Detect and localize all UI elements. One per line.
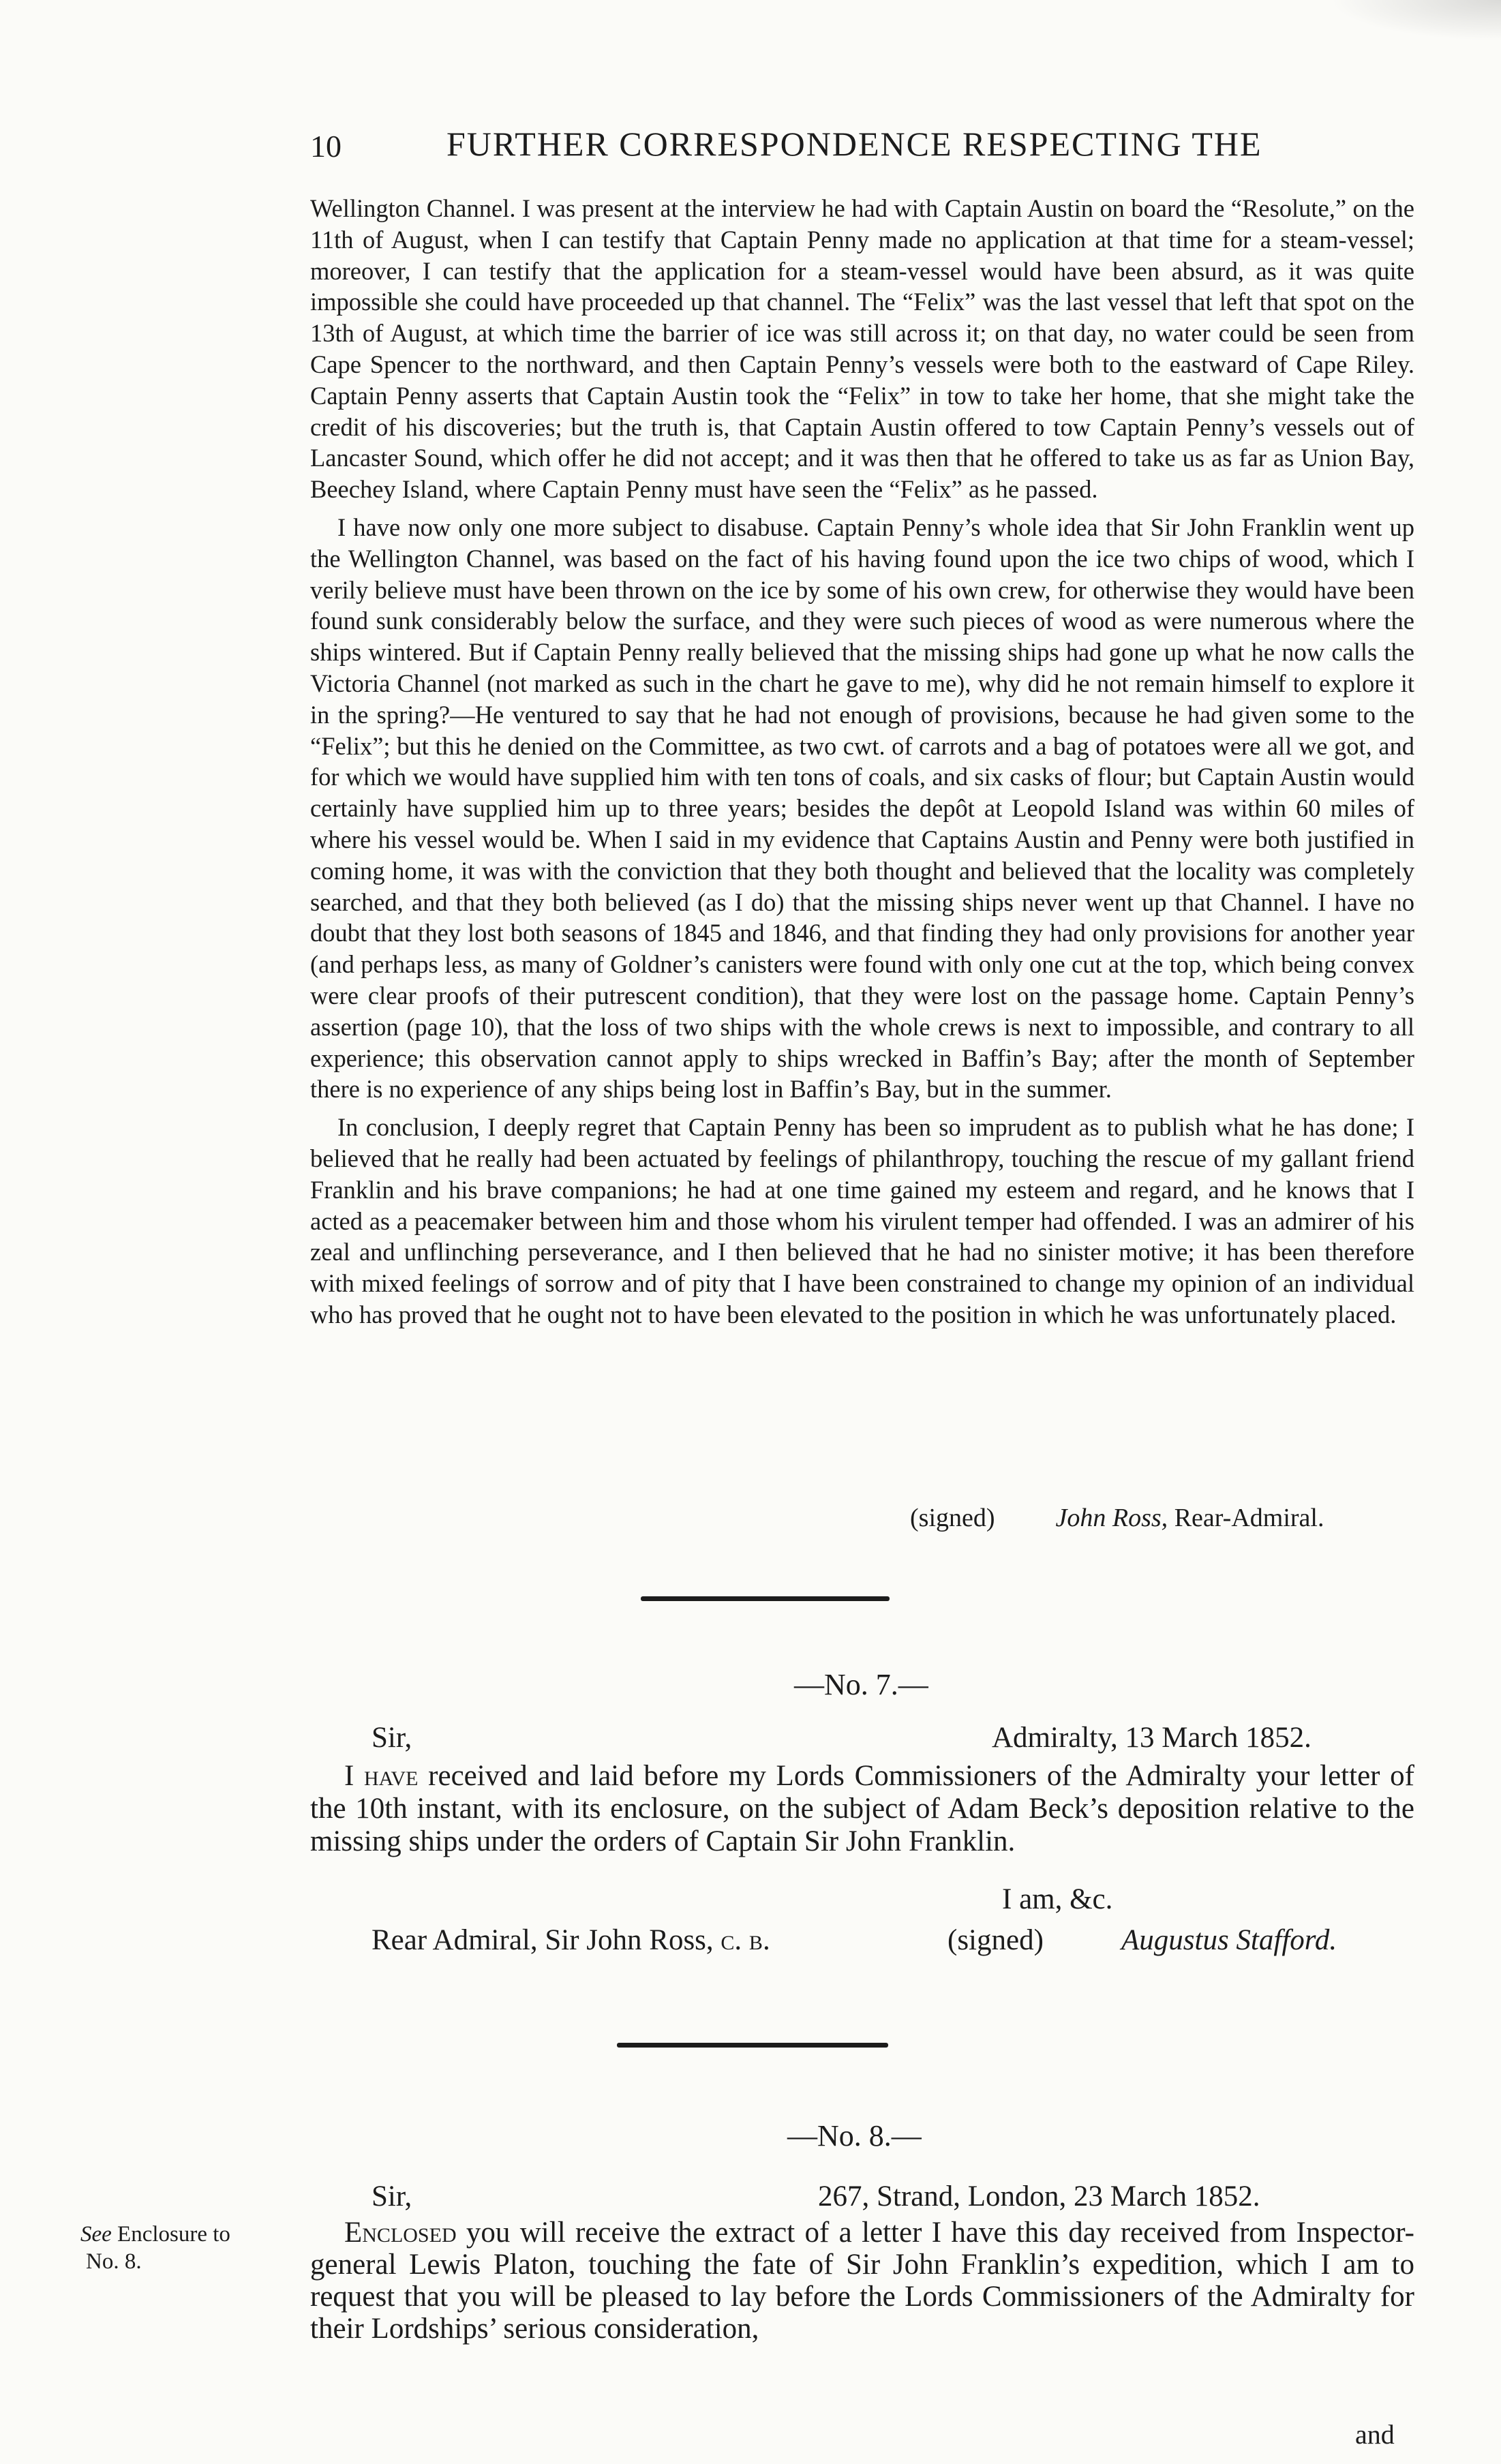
margin-note-see: See bbox=[80, 2222, 112, 2247]
ross-paragraph-3: In conclusion, I deeply regret that Captain Penny has been so imprudent as to publish what he has done; I believed that he really had been actuated by feelings of philanthropy, touching the rescue of my gallant friend Franklin and his brave companions; he had at one time gained my esteem and regard, and he knows that I acted as a peacemaker between him and those whom his virulent temper had offended. I was an admirer of his zeal and unflinching perseverance, and I then believed that he had no sinister motive; it has been therefore with mixed feelings of sorrow and of pity that I have been constrained to change my opinion of an individual who has proved that he ought not to have been elevated to the position in which he was unfortunately placed. bbox=[310, 1113, 1414, 1328]
section-rule-2 bbox=[617, 2043, 888, 2048]
catchword: and bbox=[1355, 2419, 1395, 2450]
letter-8-text: you will receive the extract of a letter I have this day received from Inspector-general Lewis Platon, touching the fate of Sir John Franklin’s expedition, which I am to request that you will be pleased to lay before the Lords Commissioners of the Admiralty for their Lordships’ serious consideration, bbox=[310, 2217, 1414, 2345]
letter-7-addressee-line bbox=[372, 1923, 770, 1957]
letter-7-body bbox=[310, 1760, 1414, 1858]
page-stain bbox=[1331, 0, 1501, 41]
letter-8-place-date: 267, Strand, London, 23 March 1852. bbox=[818, 2180, 1260, 2212]
letter-8-number: —No. 8.— bbox=[787, 2119, 922, 2153]
signature-rank: Rear-Admiral. bbox=[1168, 1504, 1324, 1532]
letter-7-addressee-suffix: c. b. bbox=[713, 1924, 770, 1956]
margin-note-enclosure: Enclosure to bbox=[111, 2222, 230, 2247]
section-rule bbox=[641, 1596, 890, 1601]
letter-7-signed-label: (signed) bbox=[947, 1924, 1044, 1956]
letter-8-opening-word: Enclosed bbox=[344, 2217, 457, 2249]
letter-7-place-date: Admiralty, 13 March 1852. bbox=[992, 1722, 1312, 1754]
letter-8-salutation: Sir, bbox=[372, 2180, 412, 2212]
letter-7-text: received and laid before my Lords Commissioners of the Admiralty your letter of the 10th instant, with its enclosure, on the subject of Adam Beck’s deposition relative to the missing ships under the orders of Captain Sir John Franklin. bbox=[310, 1760, 1414, 1857]
margin-note-number: No. 8. bbox=[86, 2249, 142, 2274]
letter-7-closing: I am, &c. bbox=[1002, 1883, 1113, 1915]
margin-note bbox=[80, 2221, 230, 2275]
letter-8-body bbox=[310, 2217, 1414, 2345]
running-title: FURTHER CORRESPONDENCE RESPECTING THE bbox=[446, 125, 1262, 163]
letter-7-number: —No. 7.— bbox=[794, 1668, 928, 1701]
ross-paragraph-2: I have now only one more subject to disabuse. Captain Penny’s whole idea that Sir John Franklin went up the Wellington Channel, was based on the fact of his having found upon the ice two chips of wood, which I verily believe must have been thrown on the ice by some of his own crew, for otherwise they would have been found sunk considerably below the surface, and they were such pieces of wood as were numerous where the ships wintered. But if Captain Penny really believed that the missing ships had gone up what he now calls the Victoria Channel (not marked as such in the chart he gave to me), why did he not remain himself to explore it in the spring?—He ventured to say that he had not enough of provisions, because he had given some to the “Felix”; but this he denied on the Committee, as two cwt. of carrots and a bag of potatoes were all we got, and for which we would have supplied him with ten tons of coals, and six casks of flour; but Captain Austin would certainly have supplied him up to three years; besides the depôt at Leopold Island was within 60 miles of where his vessel would be. When I said in my evidence that Captains Austin and Penny were both justified in coming home, it was with the conviction that they both thought and believed that the locality was completely searched, and that they both believed (as I do) that the missing ships never went up that Channel. I have no doubt that they lost both seasons of 1845 and 1846, and that finding they had only provisions for another year (and perhaps less, as many of Goldner’s canisters were found with only one cut at the top, which being convex were clear proofs of their putrescent condition), that they were lost on the passage home. Captain Penny’s assertion (page 10), that the loss of two ships with the whole crews is next to impossible, and contrary to all experience; this observation cannot apply to ships wrecked in Baffin’s Bay; after the month of September there is no experience of any ships being lost in Baffin’s Bay, but in the summer. bbox=[310, 513, 1414, 1104]
ross-signature-line bbox=[910, 1503, 1324, 1533]
ross-paragraph-1: Wellington Channel. I was present at the interview he had with Captain Austin on board the “Resolute,” on the 11th of August, when I can testify that Captain Penny made no application at that time for a steam-vessel; moreover, I can testify that the application for a steam-vessel would have been absurd, as it was quite impossible she could have proceeded up that channel. The “Felix” was the last vessel that left that spot on the 13th of August, at which time the barrier of ice was still across it; on that day, no water could be seen from Cape Spencer to the northward, and then Captain Penny’s vessels were both to the eastward of Cape Riley. Captain Penny asserts that Captain Austin took the “Felix” in tow to take her home, that she might take the credit of his discoveries; but the truth is, that Captain Austin offered to tow Captain Penny’s vessels out of Lancaster Sound, which offer he did not accept; and it was then that he offered to take us as far as Union Bay, Beechey Island, where Captain Penny must have seen the “Felix” as he passed. bbox=[310, 194, 1414, 504]
letter-7-salutation: Sir, bbox=[372, 1722, 412, 1754]
ross-letter-body bbox=[310, 193, 1414, 1330]
letter-7-signature: Augustus Stafford. bbox=[1121, 1924, 1337, 1956]
signed-label: (signed) bbox=[910, 1504, 995, 1532]
letter-7-addressee: Rear Admiral, Sir John Ross, bbox=[372, 1924, 714, 1956]
signature-name: John Ross, bbox=[1055, 1504, 1168, 1532]
page-number: 10 bbox=[310, 129, 342, 164]
letter-7-opening-word: I have bbox=[344, 1760, 419, 1792]
